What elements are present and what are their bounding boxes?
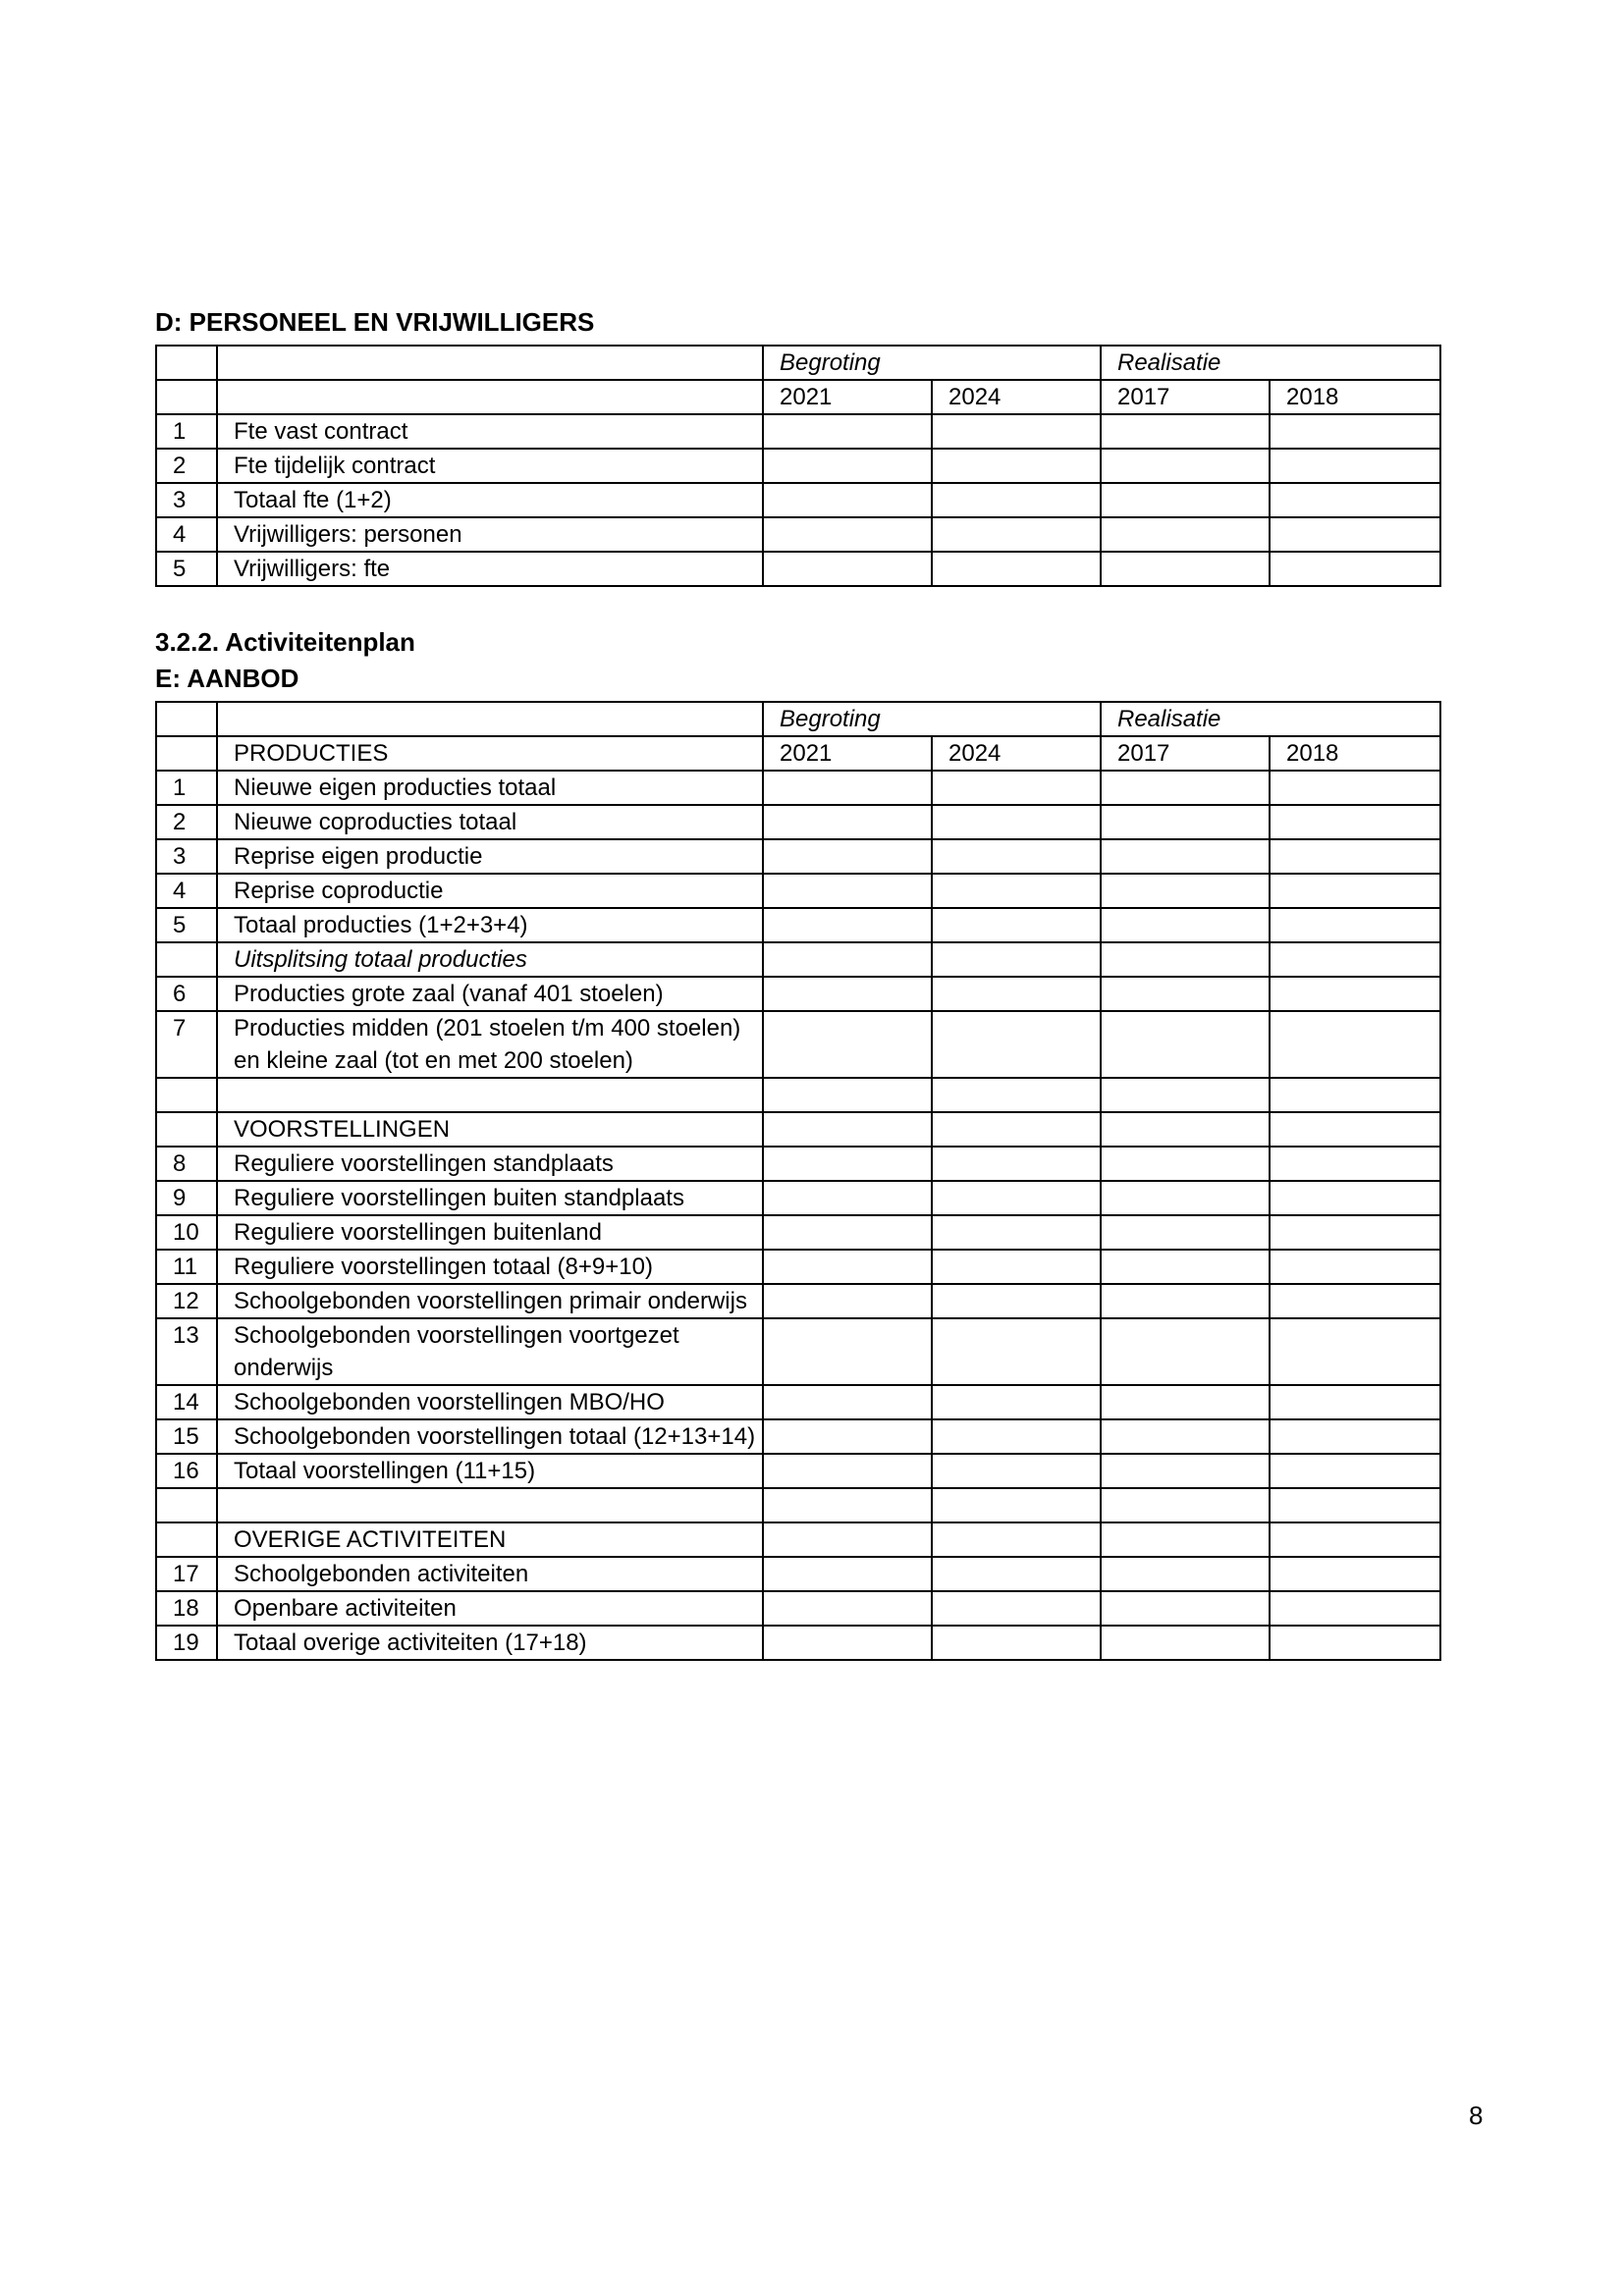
- value-cell[interactable]: [1270, 483, 1440, 517]
- header-empty-cell: [156, 702, 217, 736]
- table-row: [156, 1011, 1440, 1078]
- row-number: 5: [156, 908, 217, 942]
- value-cell[interactable]: [1270, 805, 1440, 839]
- row-number: [156, 1488, 217, 1522]
- row-label: Nieuwe coproducties totaal: [217, 805, 763, 839]
- value-cell[interactable]: [1270, 839, 1440, 874]
- table-row: [156, 839, 1440, 874]
- value-cell[interactable]: [1270, 414, 1440, 449]
- row-number: 2: [156, 449, 217, 483]
- value-cell[interactable]: [763, 1318, 932, 1385]
- value-cell[interactable]: [1270, 1626, 1440, 1660]
- year-header: 2021: [763, 736, 932, 771]
- row-number: 2: [156, 805, 217, 839]
- row-number: 18: [156, 1591, 217, 1626]
- value-cell[interactable]: [932, 552, 1101, 586]
- value-cell[interactable]: [932, 1147, 1101, 1181]
- row-label: VOORSTELLINGEN: [217, 1112, 763, 1147]
- value-cell[interactable]: [1270, 1011, 1440, 1078]
- value-cell[interactable]: [763, 1454, 932, 1488]
- value-cell[interactable]: [1270, 874, 1440, 908]
- realisatie-header: Realisatie: [1101, 702, 1440, 736]
- row-number: 1: [156, 771, 217, 805]
- value-cell[interactable]: [1270, 449, 1440, 483]
- row-number: 11: [156, 1250, 217, 1284]
- value-cell[interactable]: [763, 449, 932, 483]
- row-label: Reguliere voorstellingen standplaats: [217, 1147, 763, 1181]
- value-cell[interactable]: [1101, 942, 1270, 977]
- header-empty-cell: [156, 736, 217, 771]
- row-number: 10: [156, 1215, 217, 1250]
- table-row: [156, 483, 1440, 517]
- section-d-title: D: PERSONEEL EN VRIJWILLIGERS: [155, 307, 595, 337]
- value-cell[interactable]: [1101, 1181, 1270, 1215]
- value-cell[interactable]: [763, 908, 932, 942]
- value-cell[interactable]: [763, 1385, 932, 1419]
- value-cell[interactable]: [932, 874, 1101, 908]
- value-cell[interactable]: [763, 1419, 932, 1454]
- value-cell[interactable]: [1101, 771, 1270, 805]
- value-cell[interactable]: [1270, 942, 1440, 977]
- value-cell[interactable]: [1270, 908, 1440, 942]
- table-year-row: [156, 380, 1440, 414]
- row-label: Vrijwilligers: personen: [217, 517, 763, 552]
- table-row: [156, 517, 1440, 552]
- value-cell[interactable]: [1270, 1250, 1440, 1284]
- table-row: [156, 1147, 1440, 1181]
- row-label: Schoolgebonden voorstellingen MBO/HO: [217, 1385, 763, 1419]
- value-cell[interactable]: [1101, 1215, 1270, 1250]
- value-cell[interactable]: [763, 1181, 932, 1215]
- value-cell[interactable]: [1101, 1454, 1270, 1488]
- row-label: Schoolgebonden voorstellingen voortgezet onderwijs: [217, 1318, 763, 1385]
- row-number: 7: [156, 1011, 217, 1078]
- value-cell[interactable]: [932, 1250, 1101, 1284]
- value-cell[interactable]: [932, 1215, 1101, 1250]
- row-label: Schoolgebonden voorstellingen totaal (12+13+14): [217, 1419, 763, 1454]
- row-label: OVERIGE ACTIVITEITEN: [217, 1522, 763, 1557]
- value-cell[interactable]: [1270, 1318, 1440, 1385]
- value-cell[interactable]: [1270, 1419, 1440, 1454]
- row-number: 9: [156, 1181, 217, 1215]
- personnel-table-body: [156, 414, 1440, 586]
- table-row: [156, 1385, 1440, 1419]
- row-label: Reguliere voorstellingen buitenland: [217, 1215, 763, 1250]
- value-cell[interactable]: [1101, 483, 1270, 517]
- value-cell[interactable]: [932, 414, 1101, 449]
- section-e-subtitle: 3.2.2. Activiteitenplan: [155, 627, 415, 657]
- value-cell[interactable]: [932, 839, 1101, 874]
- table-row: [156, 1557, 1440, 1591]
- value-cell[interactable]: [1270, 552, 1440, 586]
- value-cell[interactable]: [932, 908, 1101, 942]
- value-cell[interactable]: [763, 1626, 932, 1660]
- row-number: [156, 1078, 217, 1112]
- value-cell[interactable]: [763, 1215, 932, 1250]
- value-cell[interactable]: [1270, 1181, 1440, 1215]
- value-cell[interactable]: [932, 1011, 1101, 1078]
- table-row: [156, 1591, 1440, 1626]
- value-cell[interactable]: [763, 1557, 932, 1591]
- row-number: 16: [156, 1454, 217, 1488]
- table-year-row: [156, 736, 1440, 771]
- realisatie-header: Realisatie: [1101, 346, 1440, 380]
- value-cell[interactable]: [932, 1626, 1101, 1660]
- value-cell[interactable]: [932, 1557, 1101, 1591]
- value-cell[interactable]: [932, 1454, 1101, 1488]
- table-row: [156, 805, 1440, 839]
- value-cell[interactable]: [763, 1488, 932, 1522]
- table-row: [156, 1488, 1440, 1522]
- row-label: Totaal fte (1+2): [217, 483, 763, 517]
- row-number: 4: [156, 874, 217, 908]
- begroting-header: Begroting: [763, 346, 1101, 380]
- value-cell[interactable]: [932, 805, 1101, 839]
- table-row: [156, 552, 1440, 586]
- row-label: Producties grote zaal (vanaf 401 stoelen): [217, 977, 763, 1011]
- year-header: 2018: [1270, 380, 1440, 414]
- value-cell[interactable]: [763, 1250, 932, 1284]
- table-row: [156, 1215, 1440, 1250]
- table-row: [156, 449, 1440, 483]
- value-cell[interactable]: [1101, 805, 1270, 839]
- value-cell[interactable]: [1101, 908, 1270, 942]
- table-row: [156, 908, 1440, 942]
- value-cell[interactable]: [932, 977, 1101, 1011]
- table-row: [156, 1112, 1440, 1147]
- section-e-title: E: AANBOD: [155, 664, 299, 693]
- row-number: 12: [156, 1284, 217, 1318]
- value-cell[interactable]: [763, 1112, 932, 1147]
- value-cell[interactable]: [763, 839, 932, 874]
- row-number: 19: [156, 1626, 217, 1660]
- year-header: 2024: [932, 380, 1101, 414]
- table-row: [156, 1318, 1440, 1385]
- row-label: Vrijwilligers: fte: [217, 552, 763, 586]
- value-cell[interactable]: [1101, 1250, 1270, 1284]
- value-cell[interactable]: [932, 1318, 1101, 1385]
- value-cell[interactable]: [1270, 1215, 1440, 1250]
- value-cell[interactable]: [1101, 977, 1270, 1011]
- row-number: 5: [156, 552, 217, 586]
- row-number: 8: [156, 1147, 217, 1181]
- row-label: Openbare activiteiten: [217, 1591, 763, 1626]
- value-cell[interactable]: [932, 1522, 1101, 1557]
- row-number: 14: [156, 1385, 217, 1419]
- value-cell[interactable]: [1270, 1284, 1440, 1318]
- value-cell[interactable]: [932, 1181, 1101, 1215]
- row-number: 17: [156, 1557, 217, 1591]
- row-number: 6: [156, 977, 217, 1011]
- table-row: [156, 1078, 1440, 1112]
- value-cell[interactable]: [1101, 874, 1270, 908]
- row-label: Uitsplitsing totaal producties: [217, 942, 763, 977]
- value-cell[interactable]: [763, 874, 932, 908]
- row-number: 15: [156, 1419, 217, 1454]
- value-cell[interactable]: [763, 1522, 932, 1557]
- row-label: [217, 1078, 763, 1112]
- row-label: Fte tijdelijk contract: [217, 449, 763, 483]
- year-header: 2017: [1101, 380, 1270, 414]
- value-cell[interactable]: [1101, 1284, 1270, 1318]
- year-header: 2024: [932, 736, 1101, 771]
- value-cell[interactable]: [763, 552, 932, 586]
- page-number: 8: [1469, 2101, 1484, 2130]
- value-cell[interactable]: [1270, 1488, 1440, 1522]
- value-cell[interactable]: [1101, 1011, 1270, 1078]
- value-cell[interactable]: [1270, 1454, 1440, 1488]
- value-cell[interactable]: [763, 517, 932, 552]
- year-header: 2021: [763, 380, 932, 414]
- value-cell[interactable]: [932, 1591, 1101, 1626]
- table-row: [156, 1626, 1440, 1660]
- value-cell[interactable]: [932, 517, 1101, 552]
- value-cell[interactable]: [1101, 1626, 1270, 1660]
- value-cell[interactable]: [763, 1591, 932, 1626]
- value-cell[interactable]: [1101, 1318, 1270, 1385]
- table-row: [156, 1522, 1440, 1557]
- value-cell[interactable]: [763, 942, 932, 977]
- row-number: [156, 942, 217, 977]
- table-row: [156, 414, 1440, 449]
- row-label: Totaal voorstellingen (11+15): [217, 1454, 763, 1488]
- value-cell[interactable]: [1101, 449, 1270, 483]
- value-cell[interactable]: [932, 1488, 1101, 1522]
- row-label: Totaal producties (1+2+3+4): [217, 908, 763, 942]
- value-cell[interactable]: [763, 805, 932, 839]
- value-cell[interactable]: [763, 1078, 932, 1112]
- value-cell[interactable]: [1101, 1488, 1270, 1522]
- value-cell[interactable]: [1270, 977, 1440, 1011]
- table-row: [156, 1181, 1440, 1215]
- header-empty-cell: [156, 346, 217, 380]
- header-empty-cell: [217, 702, 763, 736]
- value-cell[interactable]: [763, 414, 932, 449]
- table-header-row: [156, 346, 1440, 380]
- value-cell[interactable]: [932, 1078, 1101, 1112]
- table-row: [156, 1284, 1440, 1318]
- value-cell[interactable]: [1101, 1385, 1270, 1419]
- row-label: Schoolgebonden activiteiten: [217, 1557, 763, 1591]
- value-cell[interactable]: [1101, 414, 1270, 449]
- value-cell[interactable]: [1101, 1419, 1270, 1454]
- producties-header: PRODUCTIES: [217, 736, 763, 771]
- value-cell[interactable]: [1101, 1522, 1270, 1557]
- value-cell[interactable]: [1270, 1591, 1440, 1626]
- aanbod-table: [155, 701, 1441, 1661]
- header-empty-cell: [217, 346, 763, 380]
- value-cell[interactable]: [1101, 1147, 1270, 1181]
- value-cell[interactable]: [932, 1112, 1101, 1147]
- row-number: 3: [156, 483, 217, 517]
- value-cell[interactable]: [1270, 1522, 1440, 1557]
- value-cell[interactable]: [1270, 1112, 1440, 1147]
- row-label: Reguliere voorstellingen buiten standplaats: [217, 1181, 763, 1215]
- row-label: Nieuwe eigen producties totaal: [217, 771, 763, 805]
- row-label: Totaal overige activiteiten (17+18): [217, 1626, 763, 1660]
- table-row: [156, 874, 1440, 908]
- row-label: Reguliere voorstellingen totaal (8+9+10): [217, 1250, 763, 1284]
- year-header: 2017: [1101, 736, 1270, 771]
- value-cell[interactable]: [932, 1385, 1101, 1419]
- value-cell[interactable]: [763, 483, 932, 517]
- value-cell[interactable]: [1270, 771, 1440, 805]
- value-cell[interactable]: [1101, 1078, 1270, 1112]
- table-header-row: [156, 702, 1440, 736]
- value-cell[interactable]: [763, 1284, 932, 1318]
- value-cell[interactable]: [1270, 517, 1440, 552]
- value-cell[interactable]: [1270, 1078, 1440, 1112]
- value-cell[interactable]: [763, 1147, 932, 1181]
- row-label: Schoolgebonden voorstellingen primair onderwijs: [217, 1284, 763, 1318]
- value-cell[interactable]: [1270, 1557, 1440, 1591]
- table-row: [156, 977, 1440, 1011]
- value-cell[interactable]: [932, 942, 1101, 977]
- value-cell[interactable]: [763, 1011, 932, 1078]
- row-number: [156, 1112, 217, 1147]
- value-cell[interactable]: [932, 771, 1101, 805]
- row-number: [156, 1522, 217, 1557]
- table-row: [156, 1419, 1440, 1454]
- value-cell[interactable]: [1270, 1385, 1440, 1419]
- value-cell[interactable]: [932, 483, 1101, 517]
- value-cell[interactable]: [932, 1284, 1101, 1318]
- row-label: Reprise eigen productie: [217, 839, 763, 874]
- value-cell[interactable]: [1101, 1112, 1270, 1147]
- row-number: 1: [156, 414, 217, 449]
- value-cell[interactable]: [763, 771, 932, 805]
- value-cell[interactable]: [1101, 552, 1270, 586]
- row-number: 3: [156, 839, 217, 874]
- row-label: Producties midden (201 stoelen t/m 400 stoelen) en kleine zaal (tot en met 200 stoelen): [217, 1011, 763, 1078]
- table-row: [156, 1250, 1440, 1284]
- row-number: 13: [156, 1318, 217, 1385]
- begroting-header: Begroting: [763, 702, 1101, 736]
- value-cell[interactable]: [932, 449, 1101, 483]
- row-number: 4: [156, 517, 217, 552]
- header-empty-cell: [217, 380, 763, 414]
- value-cell[interactable]: [1270, 1147, 1440, 1181]
- value-cell[interactable]: [763, 977, 932, 1011]
- year-header: 2018: [1270, 736, 1440, 771]
- personnel-table: [155, 345, 1441, 587]
- row-label: [217, 1488, 763, 1522]
- value-cell[interactable]: [932, 1419, 1101, 1454]
- table-row: [156, 942, 1440, 977]
- value-cell[interactable]: [1101, 839, 1270, 874]
- table-row: [156, 1454, 1440, 1488]
- row-label: Reprise coproductie: [217, 874, 763, 908]
- value-cell[interactable]: [1101, 517, 1270, 552]
- table-row: [156, 771, 1440, 805]
- aanbod-table-body: [156, 771, 1440, 1660]
- header-empty-cell: [156, 380, 217, 414]
- value-cell[interactable]: [1101, 1591, 1270, 1626]
- row-label: Fte vast contract: [217, 414, 763, 449]
- value-cell[interactable]: [1101, 1557, 1270, 1591]
